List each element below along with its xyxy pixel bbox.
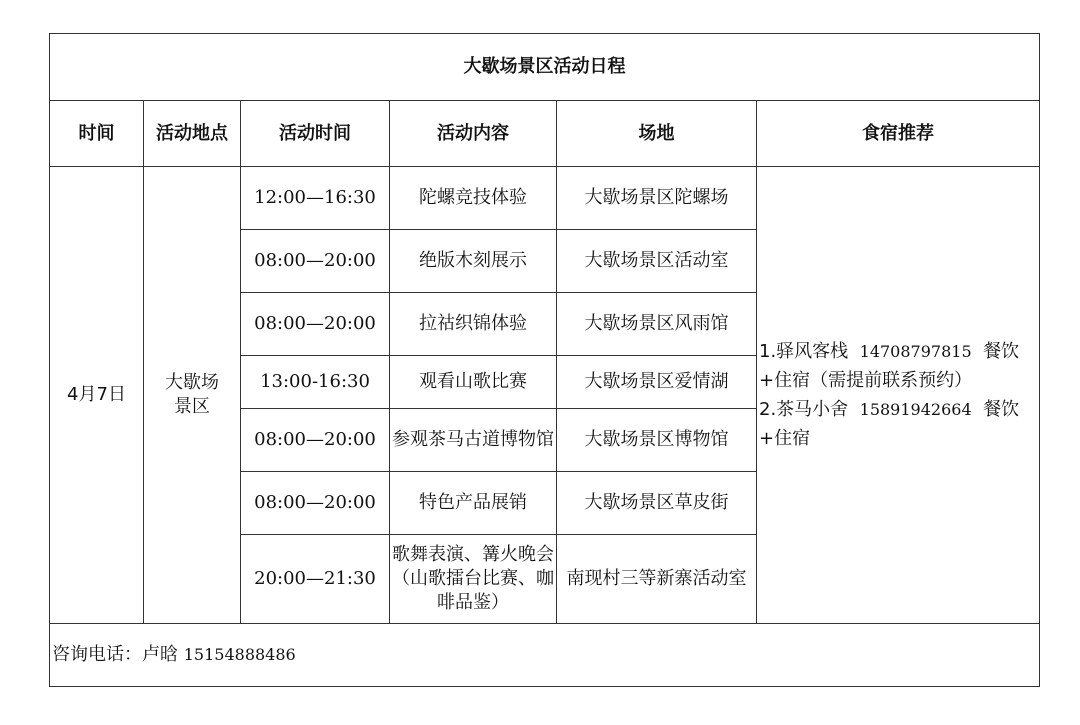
- time-cell: 08:00—20:00: [241, 230, 390, 293]
- time-cell: 08:00—20:00: [241, 472, 390, 535]
- content-cell: 特色产品展销: [390, 472, 557, 535]
- recommend-cell: [757, 167, 1040, 624]
- content-cell: 参观茶马古道博物馆: [390, 409, 557, 472]
- content-cell: 歌舞表演、篝火晚会（山歌擂台比赛、咖啡品鉴）: [390, 535, 557, 624]
- time-cell: 08:00—20:00: [241, 409, 390, 472]
- date-cell: 4月7日: [50, 167, 144, 624]
- recommend-name: 1.驿风客栈: [759, 341, 849, 362]
- content-cell: 观看山歌比赛: [390, 356, 557, 409]
- header-time: 活动时间: [241, 101, 390, 167]
- header-recommend: 食宿推荐: [757, 101, 1040, 167]
- location-cell: 大歇场景区: [144, 167, 241, 624]
- time-cell: 12:00—16:30: [241, 167, 390, 230]
- time-cell: 20:00—21:30: [241, 535, 390, 624]
- header-location: 活动地点: [144, 101, 241, 167]
- recommend-service: 餐饮+住宿（需提前联系预约）: [759, 341, 1020, 391]
- time-cell: 08:00—20:00: [241, 293, 390, 356]
- table-row: [50, 167, 1040, 230]
- activity-schedule-table: [49, 33, 1040, 687]
- header-date: 时间: [50, 101, 144, 167]
- header-venue: 场地: [557, 101, 757, 167]
- content-cell: 陀螺竞技体验: [390, 167, 557, 230]
- recommend-phone: 14708797815: [859, 342, 972, 361]
- venue-cell: 大歇场景区活动室: [557, 230, 757, 293]
- venue-cell: 大歇场景区博物馆: [557, 409, 757, 472]
- contact-label: 咨询电话：卢晗: [52, 644, 178, 665]
- contact-phone: 15154888486: [183, 645, 296, 664]
- recommend-item: [759, 337, 1037, 395]
- venue-cell: 大歇场景区爱情湖: [557, 356, 757, 409]
- content-cell: 拉祜织锦体验: [390, 293, 557, 356]
- header-content: 活动内容: [390, 101, 557, 167]
- venue-cell: 南现村三等新寨活动室: [557, 535, 757, 624]
- recommend-service: 餐饮+住宿: [759, 399, 1020, 449]
- venue-cell: 大歇场景区风雨馆: [557, 293, 757, 356]
- recommend-phone: 15891942664: [859, 400, 972, 419]
- recommend-item: [759, 395, 1037, 453]
- contact-cell: [50, 624, 1040, 687]
- title-row: [50, 34, 1040, 101]
- content-cell: 绝版木刻展示: [390, 230, 557, 293]
- time-cell: 13:00-16:30: [241, 356, 390, 409]
- table-title: 大歇场景区活动日程: [50, 34, 1040, 101]
- venue-cell: 大歇场景区陀螺场: [557, 167, 757, 230]
- recommend-name: 2.茶马小舍: [759, 399, 849, 420]
- header-row: [50, 101, 1040, 167]
- venue-cell: 大歇场景区草皮街: [557, 472, 757, 535]
- footer-row: [50, 624, 1040, 687]
